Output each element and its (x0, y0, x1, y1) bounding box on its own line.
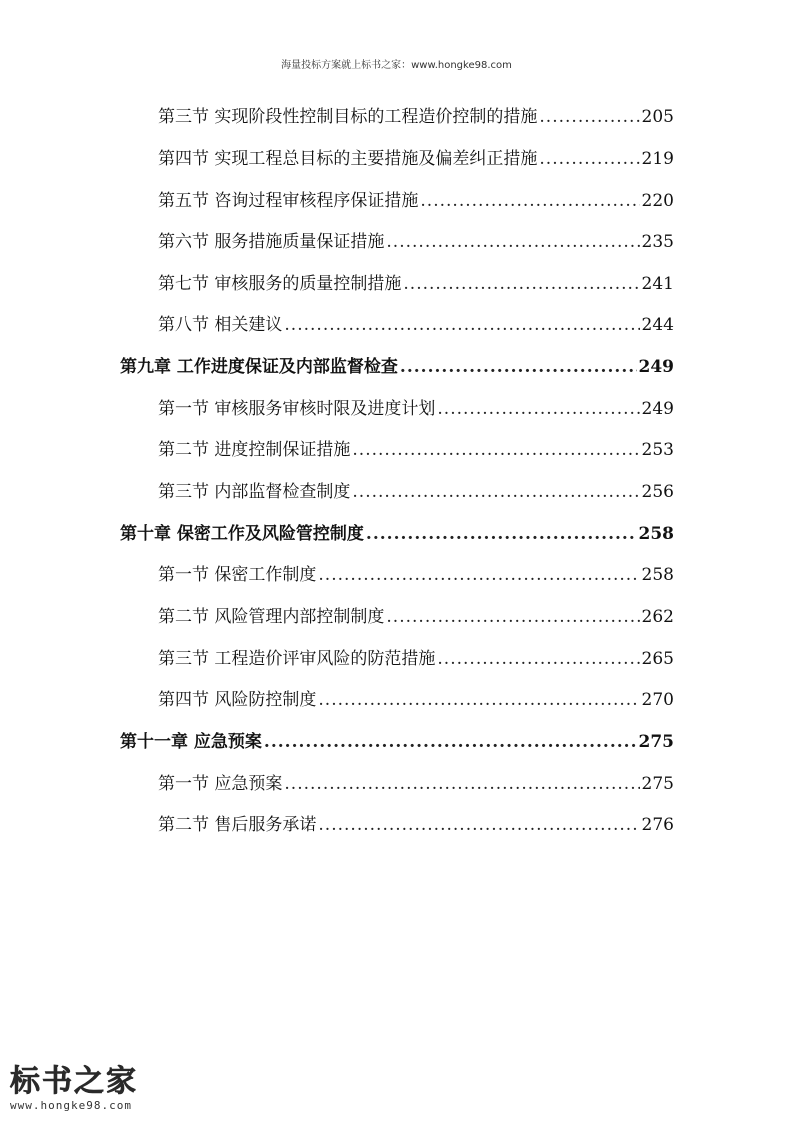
toc-entry[interactable] (158, 102, 674, 132)
toc-entry-label: 第四节 实现工程总目标的主要措施及偏差纠正措施 (158, 149, 538, 169)
toc-entry-page: 258 (641, 565, 674, 585)
toc-entry-page: 265 (641, 649, 674, 669)
toc-leader-dots (539, 144, 639, 174)
toc-leader-dots (318, 685, 639, 715)
toc-entry-label: 第八节 相关建议 (158, 315, 283, 335)
toc-entry[interactable] (158, 269, 674, 299)
toc-entry-page: 275 (641, 774, 674, 794)
toc-chapter-entry[interactable] (120, 519, 674, 549)
toc-entry[interactable] (158, 227, 674, 257)
toc-entry-page: 205 (641, 107, 674, 127)
toc-entry[interactable] (158, 602, 674, 632)
toc-entry-page: 270 (641, 690, 674, 710)
toc-entry-label: 第二节 售后服务承诺 (158, 815, 317, 835)
toc-leader-dots (386, 602, 639, 632)
toc-leader-dots (539, 102, 639, 132)
toc-entry-page: 220 (641, 191, 674, 211)
toc-entry[interactable] (158, 186, 674, 216)
toc-entry-label: 第一节 保密工作制度 (158, 565, 317, 585)
page-header: 海量投标方案就上标书之家：www.hongke98.com (281, 60, 512, 71)
toc-chapter-entry[interactable] (120, 727, 674, 757)
toc-entry-label: 第三节 内部监督检查制度 (158, 482, 351, 502)
toc-entry-page: 275 (638, 732, 674, 752)
toc-leader-dots (386, 227, 639, 257)
logo-title: 标书之家 (10, 1064, 138, 1099)
toc-entry-label: 第二节 风险管理内部控制制度 (158, 607, 385, 627)
toc-entry-page: 262 (641, 607, 674, 627)
toc-leader-dots (420, 186, 639, 216)
toc-leader-dots (352, 435, 639, 465)
toc-entry[interactable] (158, 685, 674, 715)
toc-entry-page: 219 (641, 149, 674, 169)
toc-leader-dots (284, 310, 639, 340)
toc-entry-label: 第十一章 应急预案 (120, 732, 262, 752)
toc-leader-dots (437, 644, 639, 674)
toc-entry[interactable] (158, 477, 674, 507)
toc-entry[interactable] (158, 435, 674, 465)
toc-leader-dots (284, 769, 639, 799)
toc-entry-page: 249 (641, 399, 674, 419)
toc-entry-page: 244 (641, 315, 674, 335)
toc-entry-label: 第三节 工程造价评审风险的防范措施 (158, 649, 436, 669)
site-logo (10, 1066, 138, 1112)
toc-entry-label: 第三节 实现阶段性控制目标的工程造价控制的措施 (158, 107, 538, 127)
toc-entry-label: 第十章 保密工作及风险管控制度 (120, 524, 364, 544)
logo-url: www.hongke98.com (10, 1099, 132, 1112)
toc-leader-dots (318, 810, 639, 840)
toc-entry-label: 第一节 审核服务审核时限及进度计划 (158, 399, 436, 419)
toc-entry-page: 241 (641, 274, 674, 294)
toc-leader-dots (403, 269, 639, 299)
toc-leader-dots (264, 727, 637, 757)
toc-entry-label: 第九章 工作进度保证及内部监督检查 (120, 357, 398, 377)
toc-leader-dots (366, 519, 637, 549)
toc-entry[interactable] (158, 310, 674, 340)
toc-entry[interactable] (158, 644, 674, 674)
toc-entry[interactable] (158, 769, 674, 799)
toc-entry[interactable] (158, 810, 674, 840)
toc-entry[interactable] (158, 144, 674, 174)
toc-entry[interactable] (158, 394, 674, 424)
toc-entry-label: 第四节 风险防控制度 (158, 690, 317, 710)
toc-leader-dots (437, 394, 639, 424)
toc-chapter-entry[interactable] (120, 352, 674, 382)
toc-leader-dots (400, 352, 637, 382)
toc-entry-page: 258 (638, 524, 674, 544)
toc-entry-page: 249 (638, 357, 674, 377)
toc-leader-dots (318, 560, 639, 590)
toc-entry-label: 第五节 咨询过程审核程序保证措施 (158, 191, 419, 211)
toc-leader-dots (352, 477, 639, 507)
toc-entry-label: 第一节 应急预案 (158, 774, 283, 794)
toc-entry-page: 256 (641, 482, 674, 502)
toc-entry[interactable] (158, 560, 674, 590)
toc-entry-page: 235 (641, 232, 674, 252)
toc-entry-label: 第七节 审核服务的质量控制措施 (158, 274, 402, 294)
toc-entry-label: 第二节 进度控制保证措施 (158, 440, 351, 460)
toc-entry-label: 第六节 服务措施质量保证措施 (158, 232, 385, 252)
toc-entry-page: 276 (641, 815, 674, 835)
toc-entry-page: 253 (641, 440, 674, 460)
